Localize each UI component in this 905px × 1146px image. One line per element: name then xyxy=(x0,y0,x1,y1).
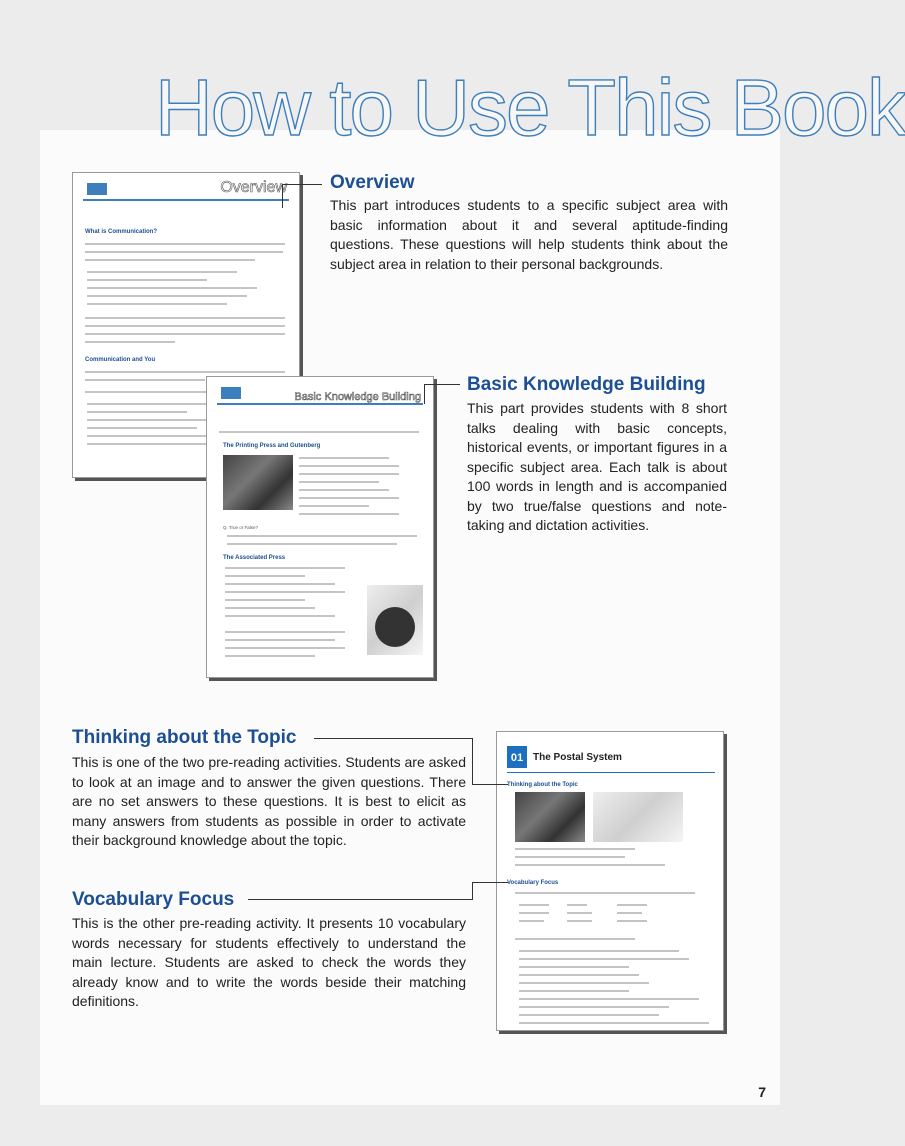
text-line xyxy=(225,631,345,633)
text-line xyxy=(515,892,695,894)
text-line xyxy=(515,856,625,858)
vocabulary-heading: Vocabulary Focus xyxy=(72,889,235,910)
text-line xyxy=(299,473,399,475)
overview-leader xyxy=(282,184,322,208)
thumbnail-title: Overview xyxy=(220,179,287,196)
envelope-photo xyxy=(593,792,683,842)
thinking-leader-end xyxy=(472,784,508,785)
text-line xyxy=(225,583,335,585)
text-line xyxy=(227,543,397,545)
text-line xyxy=(225,567,345,569)
text-line xyxy=(519,950,679,952)
text-line xyxy=(225,599,305,601)
thumbnail-subhead: Vocabulary Focus xyxy=(507,880,559,886)
text-line xyxy=(87,287,257,289)
text-line xyxy=(617,904,647,906)
text-line xyxy=(515,864,665,866)
text-line xyxy=(87,295,247,297)
text-line xyxy=(519,920,544,922)
overview-heading: Overview xyxy=(330,172,415,193)
true-false-label: Q. True or False? xyxy=(223,525,259,530)
thumbnail-title: Basic Knowledge Building xyxy=(294,391,421,403)
text-line xyxy=(85,259,255,261)
text-line xyxy=(85,325,285,327)
text-line xyxy=(567,920,592,922)
text-line xyxy=(617,912,642,914)
text-line xyxy=(617,920,647,922)
text-line xyxy=(225,591,345,593)
unit-rule xyxy=(507,772,715,773)
text-line xyxy=(87,403,207,405)
thumbnail-subhead: What is Communication? xyxy=(85,229,157,235)
vocabulary-leader xyxy=(248,899,472,900)
text-line xyxy=(85,317,285,319)
vocabulary-leader-vertical xyxy=(472,882,473,900)
associated-press-seal xyxy=(375,607,415,647)
text-line xyxy=(85,379,205,381)
bkb-heading: Basic Knowledge Building xyxy=(467,374,706,395)
text-line xyxy=(85,371,285,373)
text-line xyxy=(225,607,315,609)
text-line xyxy=(87,411,187,413)
bkb-body: This part provides students with 8 short talks dealing with basic concepts, historical events, or important figures in a specific subject area. Each talk is about 100 words in length and is accompanied by two true/false questions and note-taking and dictation activities. xyxy=(467,400,727,533)
thumbnail-item: The Associated Press xyxy=(223,555,286,561)
text-line xyxy=(519,998,699,1000)
text-line xyxy=(299,505,369,507)
text-line xyxy=(225,655,315,657)
text-line xyxy=(519,974,639,976)
text-line xyxy=(227,535,417,537)
vocabulary-body: This is the other pre-reading activity. It presents 10 vocabulary words necessary for students effectively to understand the main lecture. Students are asked to check the words they already know and to write the words beside their matching definitions. xyxy=(72,915,466,1009)
header-rule xyxy=(83,199,289,201)
text-line xyxy=(225,575,305,577)
text-line xyxy=(219,431,419,433)
thumbnail-item: The Printing Press and Gutenberg xyxy=(223,443,321,449)
text-line xyxy=(85,341,175,343)
text-line xyxy=(519,912,549,914)
printing-press-photo xyxy=(223,455,293,510)
text-line xyxy=(225,639,335,641)
text-line xyxy=(567,904,587,906)
text-line xyxy=(225,647,345,649)
thumbnail-subhead: Communication and You xyxy=(85,357,156,363)
unit-title: The Postal System xyxy=(533,752,622,763)
text-line xyxy=(515,938,635,940)
text-line xyxy=(519,990,629,992)
page-number: 7 xyxy=(758,1084,766,1100)
text-line xyxy=(87,419,217,421)
bkb-thumbnail xyxy=(206,376,434,678)
text-line xyxy=(519,958,689,960)
text-line xyxy=(519,1006,669,1008)
text-line xyxy=(567,912,592,914)
text-line xyxy=(85,251,283,253)
text-line xyxy=(87,427,197,429)
text-line xyxy=(87,271,237,273)
text-line xyxy=(87,279,207,281)
text-line xyxy=(87,303,227,305)
text-line xyxy=(299,481,379,483)
thumbnail-subhead: Thinking about the Topic xyxy=(507,782,578,788)
vocabulary-leader-end xyxy=(472,882,508,883)
text-line xyxy=(519,966,629,968)
text-line xyxy=(85,243,285,245)
bkb-leader xyxy=(424,384,460,404)
thinking-body: This is one of the two pre-reading activities. Students are asked to look at an image and to answer the given questions. There are no set answers to these questions. It is best to elicit as many answers from students as possible in order to activate their background knowledge about the topic. xyxy=(72,754,466,848)
text-line xyxy=(299,465,399,467)
text-line xyxy=(519,1014,659,1016)
text-line xyxy=(299,457,389,459)
text-line xyxy=(519,904,549,906)
text-line xyxy=(87,435,207,437)
text-line xyxy=(299,513,399,515)
header-tab xyxy=(221,387,241,399)
overview-body: This part introduces students to a specific subject area with basic information about it and several aptitude-finding questions. These questions will help students think about the subject area in relation to their personal backgrounds. xyxy=(330,197,728,272)
unit-thumbnail xyxy=(496,731,724,1031)
text-line xyxy=(299,497,399,499)
text-line xyxy=(515,848,635,850)
text-line xyxy=(519,1022,709,1024)
text-line xyxy=(299,489,389,491)
unit-number-badge: 01 xyxy=(507,746,527,768)
thinking-heading: Thinking about the Topic xyxy=(72,727,297,748)
text-line xyxy=(519,982,649,984)
page-title: How to Use This Book xyxy=(155,63,905,152)
mailbox-photo xyxy=(515,792,585,842)
thinking-leader-vertical xyxy=(472,738,473,784)
text-line xyxy=(225,615,335,617)
text-line xyxy=(87,443,212,445)
header-tab xyxy=(87,183,107,195)
text-line xyxy=(85,333,285,335)
header-rule xyxy=(217,403,423,405)
